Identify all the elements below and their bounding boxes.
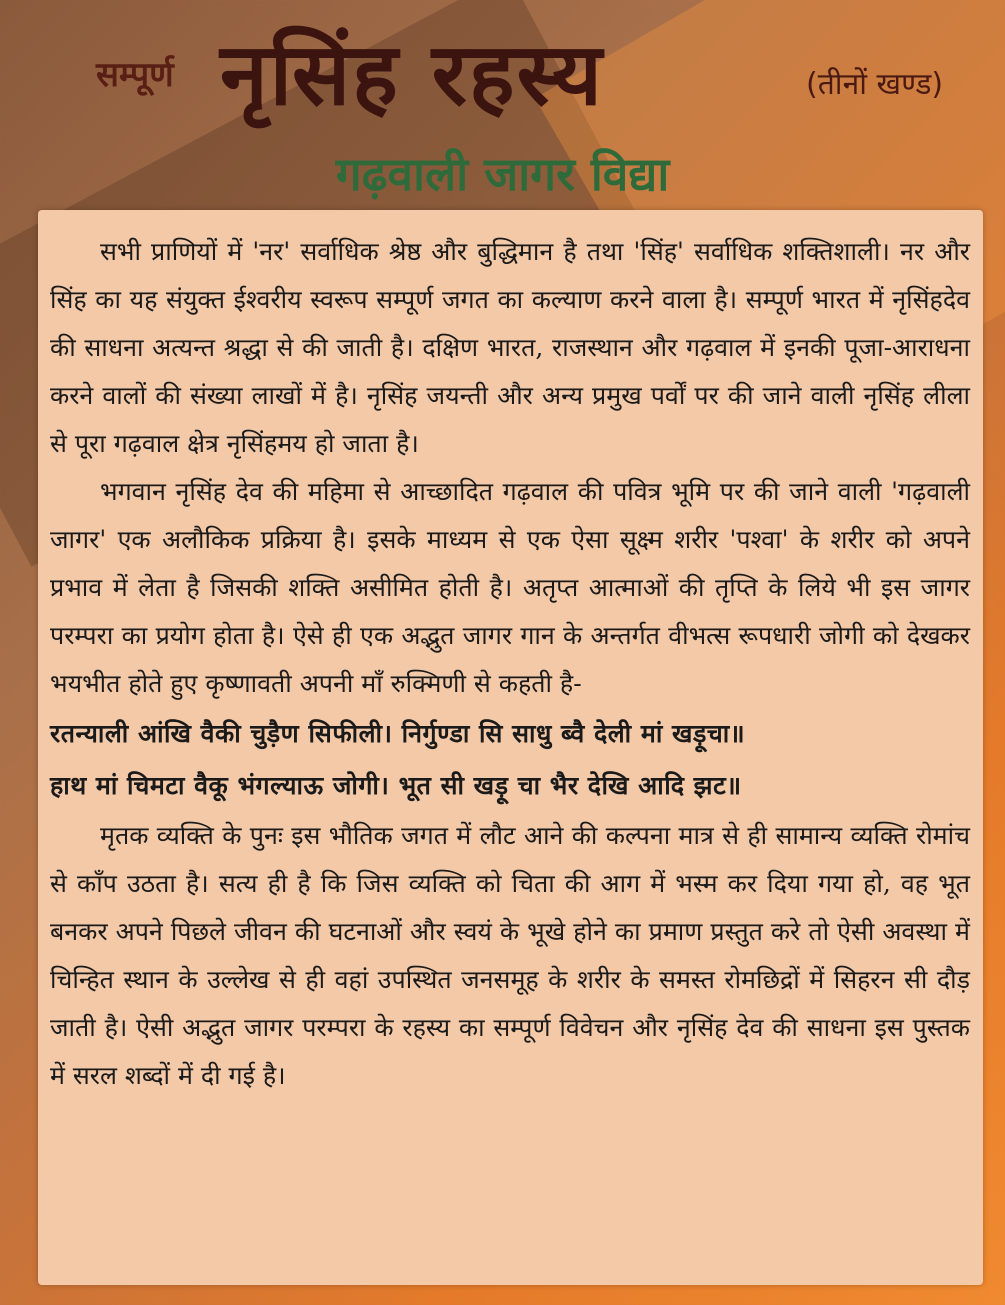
book-header [0,20,1005,140]
paragraph-1: सभी प्राणियों में 'नर' सर्वाधिक श्रेष्ठ और बुद्धिमान है तथा 'सिंह' सर्वाधिक शक्तिशाली। नर और सिंह का यह संयुक्त ईश्वरीय स्वरूप सम्पूर्ण जगत का कल्याण करने वाला है। सम्पूर्ण भारत में नृसिंहदेव की साधना अत्यन्त श्रद्धा से की जाती है। दक्षिण भारत, राजस्थान और गढ़वाल में इनकी पूजा-आराधना करने वालों की संख्या लाखों में है। नृसिंह जयन्ती और अन्य प्रमुख पर्वों पर की जाने वाली नृसिंह लीला से पूरा गढ़वाल क्षेत्र नृसिंहमय हो जाता है। [50,237,970,458]
title-prefix: सम्पूर्ण [96,55,174,95]
description-panel [38,210,983,1285]
verse-line-1: रतन्याली आंखि वैकी चुड़ैण सिफीली। निर्गुण्डा सि साधु ब्वै देली मां खड़ूचा॥ [50,719,746,748]
title-suffix: (तीनों खण्ड) [806,67,944,102]
book-subtitle: गढ़वाली जागर विद्या [335,147,670,201]
paragraph-3: मृतक व्यक्ति के पुनः इस भौतिक जगत में लौट आने की कल्पना मात्र से ही सामान्य व्यक्ति रोमांच से काँप उठता है। सत्य ही है कि जिस व्यक्ति को चिता की आग में भस्म कर दिया गया हो, वह भूत बनकर अपने पिछले जीवन की घटनाओं और स्वयं के भूखे होने का प्रमाण प्रस्तुत करे तो ऐसी अवस्था में चिन्हित स्थान के उल्लेख से ही वहां उपस्थित जनसमूह के शरीर के समस्त रोमछिद्रों में सिहरन सी दौड़ जाती है। ऐसी अद्भुत जागर परम्परा के रहस्य का सम्पूर्ण विवेचन और नृसिंह देव की साधना इस पुस्तक में सरल शब्दों में दी गई है। [50,821,970,1090]
book-title: नृसिंह रहस्य [220,25,604,125]
description-text [50,228,970,1100]
paragraph-2: भगवान नृसिंह देव की महिमा से आच्छादित गढ़वाल की पवित्र भूमि पर की जाने वाली 'गढ़वाली जागर' एक अलौकिक प्रक्रिया है। इसके माध्यम से एक ऐसा सूक्ष्म शरीर 'पश्वा' के शरीर को अपने प्रभाव में लेता है जिसकी शक्ति असीमित होती है। अतृप्त आत्माओं की तृप्ति के लिये भी इस जागर परम्परा का प्रयोग होता है। ऐसे ही एक अद्भुत जागर गान के अन्तर्गत वीभत्स रूपधारी जोगी को देखकर भयभीत होते हुए कृष्णावती अपनी माँ रुक्मिणी से कहती है- [50,477,970,698]
verse-line-2: हाथ मां चिमटा वैकू भंगल्याऊ जोगी। भूत सी खड़ू चा भैर देखि आदि झट॥ [50,771,742,800]
